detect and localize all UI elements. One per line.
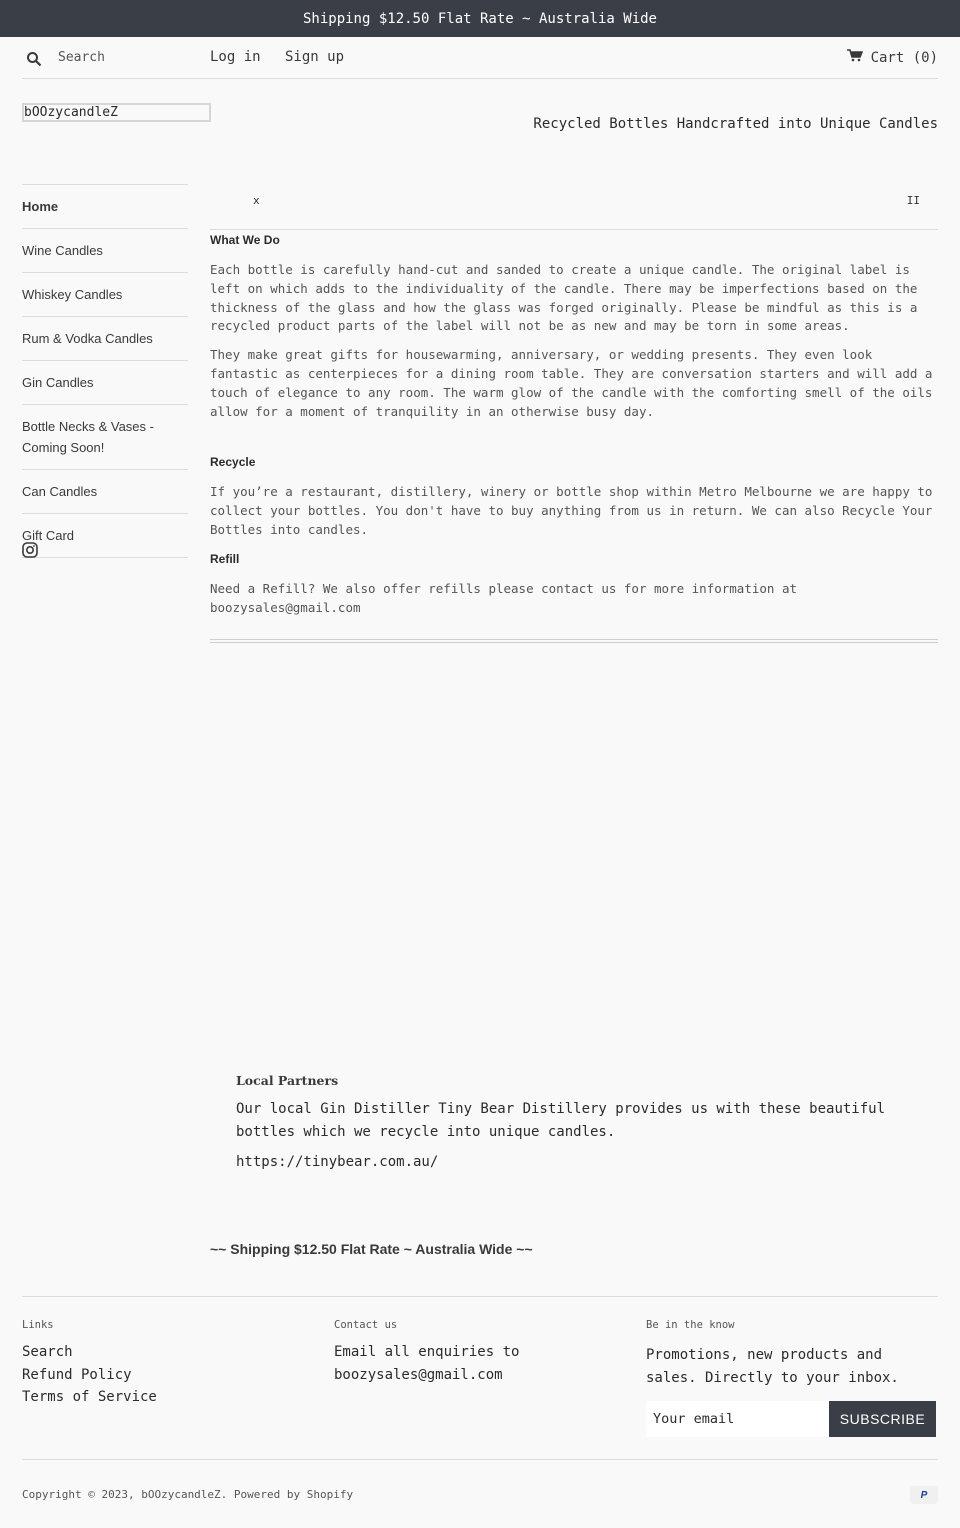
search-input[interactable] bbox=[58, 47, 198, 67]
footer-links-heading: Links bbox=[22, 1319, 54, 1331]
shipping-note: ~~ Shipping $12.50 Flat Rate ~ Australia Wide ~~ bbox=[210, 1241, 533, 1257]
slideshow-pause-button[interactable]: II bbox=[906, 194, 920, 207]
site-logo[interactable]: bOOzycandleZ bbox=[22, 103, 211, 122]
footer-link-refund-policy[interactable]: Refund Policy bbox=[22, 1366, 132, 1383]
search-icon[interactable] bbox=[26, 51, 42, 67]
subscribe-button[interactable]: SUBSCRIBE bbox=[829, 1401, 936, 1437]
footer-bottom bbox=[22, 1459, 938, 1501]
cart-icon bbox=[847, 49, 863, 66]
recycle-heading: Recycle bbox=[210, 455, 256, 470]
cart-label: Cart (0) bbox=[870, 49, 938, 66]
top-bar bbox=[22, 37, 938, 79]
footer-contact-text: Email all enquiries to boozysales@gmail.com bbox=[334, 1344, 520, 1383]
footer-links-column bbox=[22, 1319, 312, 1409]
copyright-text: Copyright © 2023, bOOzycandleZ. Powered by Shopify bbox=[22, 1488, 354, 1501]
local-partners-text: Our local Gin Distiller Tiny Bear Distillery provides us with these beautiful bottles which we recycle into unique candles. bbox=[236, 1101, 886, 1140]
sidebar-item-wine-candles[interactable]: Wine Candles bbox=[22, 228, 188, 272]
section-divider bbox=[210, 639, 938, 643]
paypal-icon: P bbox=[910, 1486, 938, 1504]
footer-newsletter-heading: Be in the know bbox=[646, 1319, 735, 1331]
slideshow bbox=[210, 184, 938, 230]
slideshow-prev-button[interactable]: x bbox=[253, 194, 260, 207]
instagram-icon[interactable] bbox=[22, 542, 38, 558]
what-we-do-paragraph-1: Each bottle is carefully hand-cut and sanded to create a unique candle. The original label is left on which adds to the individuality of the candle. There may be imperfections based on the thickness of the glass and how the glass was forged originally. Please be mindful as this is a recycled product parts of the label will not be as new and may be torn in some areas. bbox=[210, 262, 918, 334]
footer-link-search[interactable]: Search bbox=[22, 1344, 73, 1360]
site-footer bbox=[22, 1296, 938, 1427]
announcement-bar bbox=[0, 0, 960, 37]
footer-contact-heading: Contact us bbox=[334, 1319, 398, 1331]
local-partners-link[interactable]: https://tinybear.com.au/ bbox=[236, 1154, 439, 1170]
what-we-do-heading: What We Do bbox=[210, 233, 280, 247]
cart-link[interactable] bbox=[847, 49, 938, 66]
site-tagline: Recycled Bottles Handcrafted into Unique Candles bbox=[533, 116, 938, 132]
footer-newsletter-column bbox=[646, 1319, 938, 1437]
recycle-paragraph: If you’re a restaurant, distillery, winery or bottle shop within Metro Melbourne we are happy to collect your bottles. You don't have to buy anything from us in return. We can also Recycle Your Bottles into candles. bbox=[210, 484, 933, 537]
sidebar-item-whiskey-candles[interactable]: Whiskey Candles bbox=[22, 272, 188, 316]
local-partners-heading: Local Partners bbox=[236, 1073, 339, 1088]
main-content bbox=[210, 184, 938, 643]
local-partners bbox=[236, 1073, 938, 1170]
sidebar-divider bbox=[22, 557, 188, 558]
newsletter-form bbox=[646, 1401, 938, 1437]
signup-link[interactable]: Sign up bbox=[285, 49, 345, 65]
login-link[interactable]: Log in bbox=[210, 49, 261, 65]
sidebar-item-gin-candles[interactable]: Gin Candles bbox=[22, 360, 188, 404]
sidebar-item-bottle-necks-vases[interactable]: Bottle Necks & Vases - Coming Soon! bbox=[22, 404, 188, 469]
refill-paragraph: Need a Refill? We also offer refills please contact us for more information at boozysales@gmail.com bbox=[210, 580, 797, 615]
footer-newsletter-text: Promotions, new products and sales. Directly to your inbox. bbox=[646, 1347, 899, 1386]
footer-link-terms-of-service[interactable]: Terms of Service bbox=[22, 1389, 157, 1405]
sidebar-item-rum-vodka-candles[interactable]: Rum & Vodka Candles bbox=[22, 316, 188, 360]
refill-heading: Refill bbox=[210, 551, 240, 566]
newsletter-email-input[interactable] bbox=[646, 1401, 829, 1437]
sidebar-item-home[interactable]: Home bbox=[22, 184, 188, 228]
sidebar-nav bbox=[22, 184, 188, 558]
announcement-text: Shipping $12.50 Flat Rate ~ Australia Wide bbox=[302, 10, 657, 27]
footer-contact-column bbox=[334, 1319, 624, 1386]
sidebar-item-can-candles[interactable]: Can Candles bbox=[22, 469, 188, 513]
what-we-do-paragraph-2: They make great gifts for housewarming, anniversary, or wedding presents. They even look fantastic as centerpieces for a dining room table. They are conversation starters and will add a touch of elegance to any room. The warm glow of the candle with the comforting smell of the oils allow for a moment of tranquility in an otherwise busy day. bbox=[210, 347, 933, 419]
sidebar-item-gift-card[interactable]: Gift Card bbox=[22, 513, 188, 557]
